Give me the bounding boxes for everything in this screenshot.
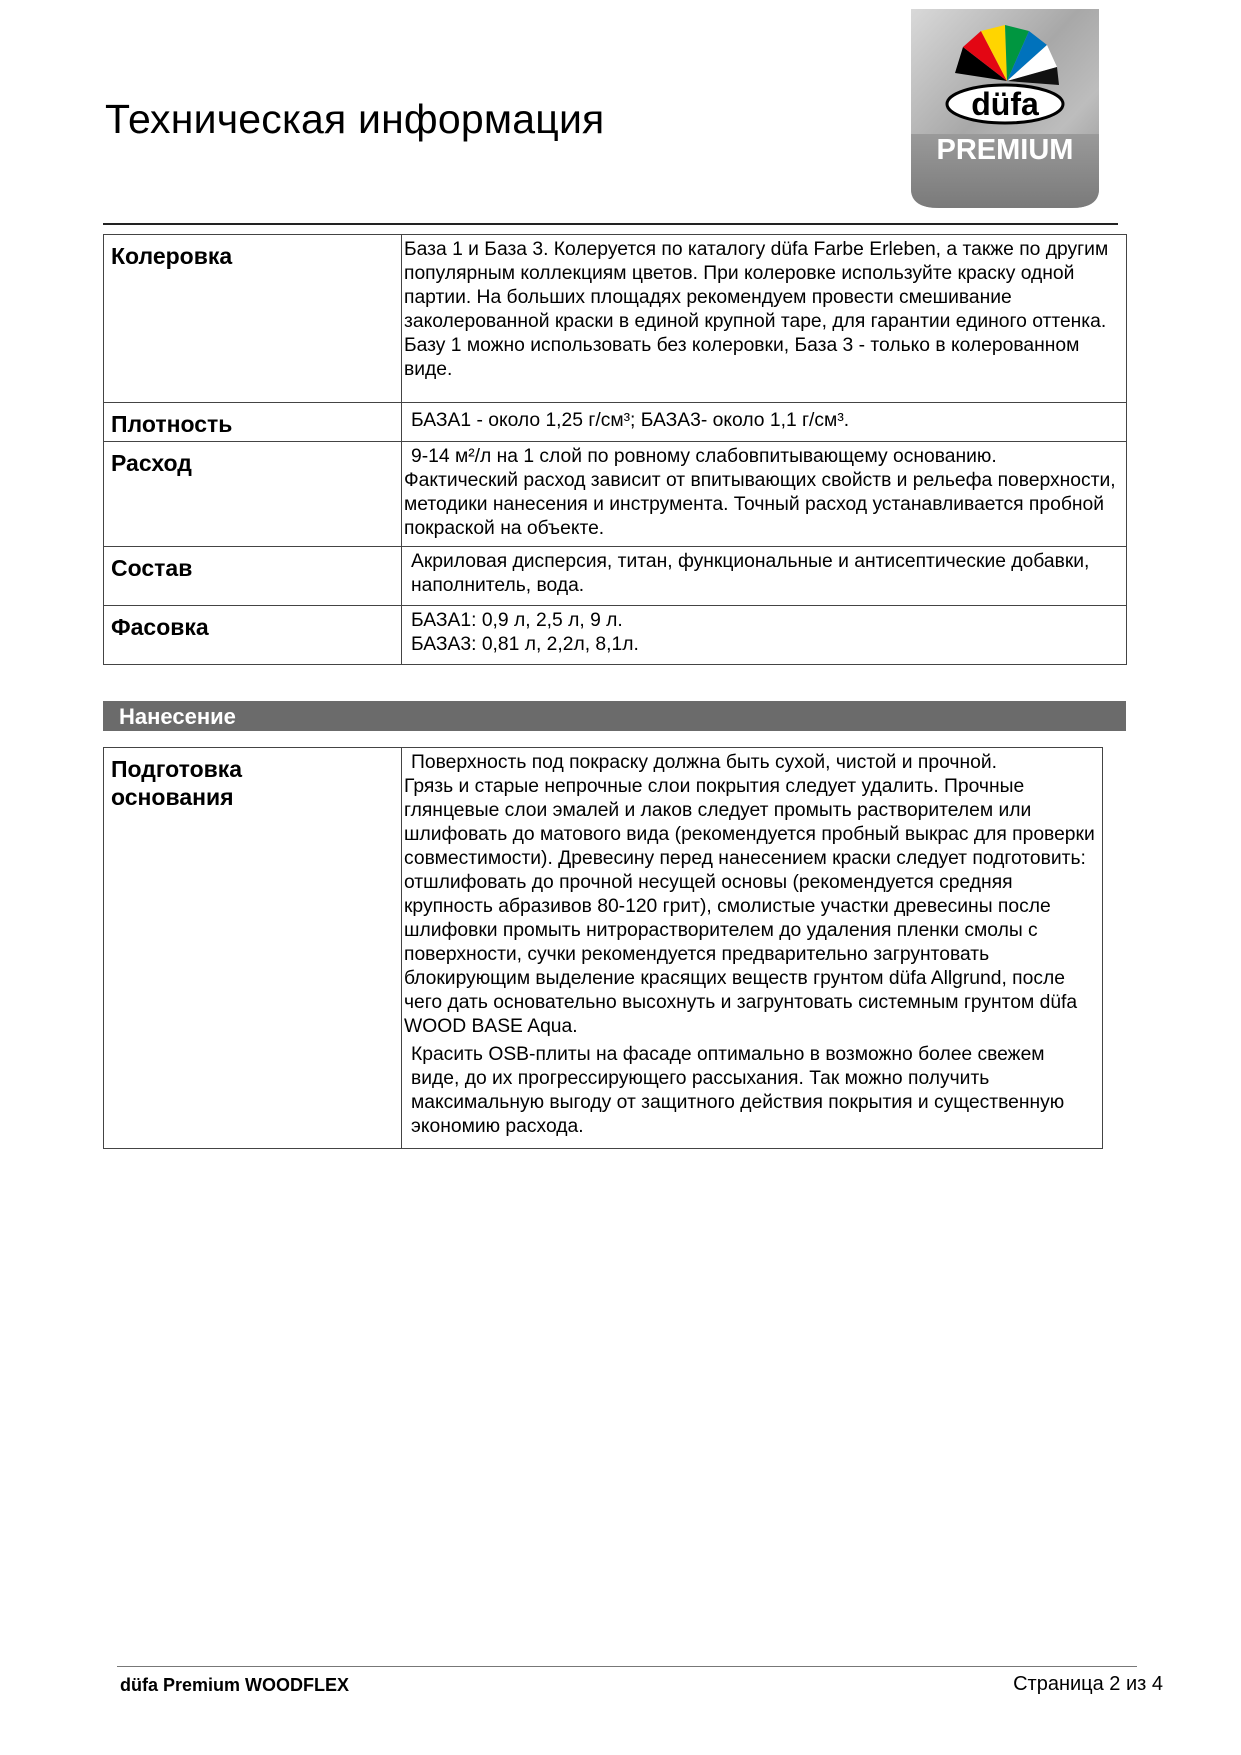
surface-prep-osb-paragraph: Красить OSB-плиты на фасаде оптимально в возможно более свежем виде, до их прогрессирующего рассыхания. Так можно получить максимальную выгоду от защитного действия покрытия и существенную экономию расхода. <box>411 1044 1065 1137</box>
row-label-composition: Состав <box>104 547 402 606</box>
logo-tagline-text: PREMIUM <box>936 134 1074 166</box>
dufa-premium-logo <box>911 9 1099 208</box>
table-row <box>104 547 1127 606</box>
table-row <box>104 606 1127 665</box>
logo-brand-text: düfa <box>971 86 1039 122</box>
row-value-tinting: База 1 и База 3. Колеруется по каталогу düfa Farbe Erleben, а также по другим популярным коллекциям цветов. При колеровке используйте краску одной партии. На больших площадях рекомендуем провести смешивание заколерованной краски в единой крупной таре, для гарантии единого оттенка. Базу 1 можно использовать без колеровки, База 3 - только в колерованном виде. <box>402 235 1127 403</box>
header-divider <box>103 223 1118 225</box>
properties-table <box>103 234 1127 665</box>
surface-prep-line-1: Поверхность под покраску должна быть сухой, чистой и прочной. <box>411 752 997 773</box>
consumption-line-1: 9-14 м²/л на 1 слой по ровному слабовпитывающему основанию. <box>411 446 997 467</box>
consumption-rest: Фактический расход зависит от впитывающих свойств и рельефа поверхности, методики нанесения и инструмента. Точный расход устанавливается пробной покраской на объекте. <box>404 470 1116 539</box>
row-label-packaging: Фасовка <box>104 606 402 665</box>
page-title: Техническая информация <box>105 96 605 142</box>
table-row <box>104 442 1127 547</box>
table-row <box>104 403 1127 442</box>
row-label-consumption: Расход <box>104 442 402 547</box>
footer-divider <box>117 1666 1137 1667</box>
section-title: Нанесение <box>119 704 236 729</box>
table-row <box>104 748 1103 1149</box>
surface-prep-label-line-1: Подготовка <box>111 756 243 782</box>
surface-prep-label-line-2: основания <box>111 784 234 810</box>
table-row <box>104 235 1127 403</box>
row-label-tinting: Колеровка <box>104 235 402 403</box>
row-label-surface-prep <box>104 748 402 1149</box>
density-text: БАЗА1 - около 1,25 г/см³; БАЗА3- около 1,1 г/см³. <box>411 410 850 431</box>
row-value-density <box>402 403 1127 442</box>
packaging-line-1: БАЗА1: 0,9 л, 2,5 л, 9 л. <box>411 610 623 631</box>
footer-page-number: Страница 2 из 4 <box>1013 1673 1163 1695</box>
application-table <box>103 747 1103 1149</box>
footer-product-name: düfa Premium WOODFLEX <box>120 1675 350 1695</box>
surface-prep-rest: Грязь и старые непрочные слои покрытия следует удалить. Прочные глянцевые слои эмалей и лаков следует промыть растворителем или шлифовать до матового вида (рекомендуется пробный выкрас для проверки совместимости). Древесину перед нанесением краски следует подготовить: отшлифовать до прочной несущей основы (рекомендуется средняя крупность абразивов 80-120 грит), смолистые участки древесины после шлифовки промыть нитрорастворителем до удаления пленки смолы с поверхности, сучки рекомендуется предварительно загрунтовать блокирующим выделение красящих веществ грунтом düfa Allgrund, после чего дать основательно высохнуть и загрунтовать системным грунтом düfa WOOD BASE Aqua. <box>404 776 1095 1037</box>
row-label-density: Плотность <box>104 403 402 442</box>
composition-text: Акриловая дисперсия, титан, функциональные и антисептические добавки, наполнитель, вода. <box>411 551 1090 596</box>
row-value-composition <box>402 547 1127 606</box>
row-value-packaging <box>402 606 1127 665</box>
packaging-line-2: БАЗА3: 0,81 л, 2,2л, 8,1л. <box>411 634 639 655</box>
row-value-consumption <box>402 442 1127 547</box>
row-value-surface-prep <box>402 748 1103 1149</box>
section-header-application <box>103 701 1126 731</box>
